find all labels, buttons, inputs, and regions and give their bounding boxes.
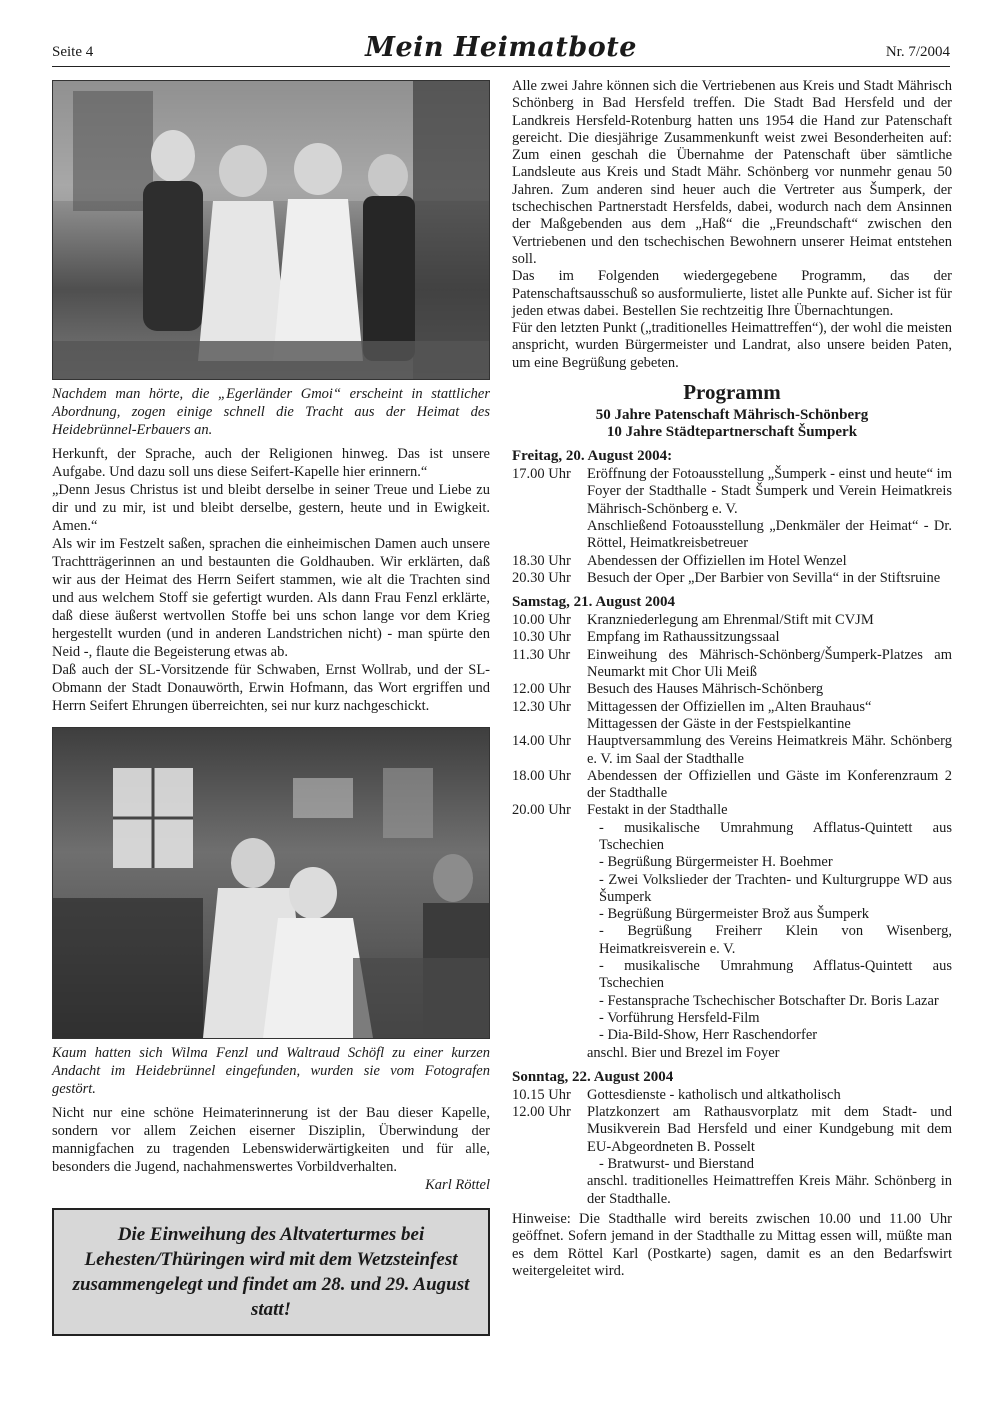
program-entry-time: [512, 1010, 587, 1027]
article-paragraph: Nicht nur eine schöne Heimaterinnerung ist der Bau dieser Kapelle, sondern vor allem Zeichen eiserner Disziplin, Überwindung der mannigfachen zu tragenden Lebenswiderwärtigkeiten und für alle, besonders die Jugend, nachahmenswertes Vorbildverhalten.: [52, 1105, 490, 1175]
program-entry: [512, 993, 952, 1010]
program-entry-text: Abendessen der Offiziellen und Gäste im Konferenzraum 2 der Stadthalle: [587, 767, 952, 802]
program-entry-text: Abendessen der Offiziellen im Hotel Wenzel: [587, 552, 847, 569]
program-entry: [512, 1027, 952, 1044]
program-entry-text: - Bratwurst- und Bierstand: [599, 1156, 755, 1173]
program-entry-time: [512, 923, 587, 958]
photo-chapel-interior: [52, 727, 490, 1039]
program-entry-time: [512, 716, 587, 733]
program-entry-time: 12.30 Uhr: [512, 698, 571, 715]
program-notes: Hinweise: Die Stadthalle wird bereits zwischen 10.00 und 11.00 Uhr geöffnet. Sofern jemand in der Stadthalle zu Mittag essen will, müßte man es dem Röttel Karl (Postkarte) sagen, damit es an den Bedarfswirt weitergeleitet wird.: [512, 1210, 952, 1279]
program-entry: [512, 1045, 952, 1062]
program-entry-text: Empfang im Rathaussitzungssaal: [587, 629, 780, 646]
program-entry-text: - Vorführung Hersfeld-Film: [599, 1009, 760, 1026]
intro-paragraph: Das im Folgenden wiedergegebene Programm, das der Patenschaftsausschuß so ausformulierte, listet alle Punkte auf. Sicher ist für jeden etwas dabei. Bestellen Sie rechtzeitig Ihre Übernachtungen.: [512, 268, 952, 319]
article-paragraph: „Denn Jesus Christus ist und bleibt derselbe in seiner Treue und Liebe zu dir und zu mir, ist und bleibt derselbe, gestern, heute und in Ewigkeit. Amen.“: [52, 482, 490, 534]
program-entry: [512, 1087, 952, 1104]
intro-text: [512, 78, 952, 372]
program-entry-text: - Begrüßung Freiherr Klein von Wisenberg, Heimatkreisverein e. V.: [599, 923, 952, 957]
program-entry: [512, 699, 952, 716]
program-day-heading: Freitag, 20. August 2004:: [512, 448, 673, 465]
photo2-caption: Kaum hatten sich Wilma Fenzl und Waltraud Schöfl zu einer kurzen Andacht im Heidebrünnel eingefunden, wurden sie vom Fotografen gestört.: [52, 1045, 490, 1097]
program-entry-time: 12.00 Uhr: [512, 1104, 571, 1121]
program-entry: [512, 1104, 952, 1156]
program-subtitle: 50 Jahre Patenschaft Mährisch-Schönberg: [595, 407, 869, 424]
program-entry: [512, 923, 952, 958]
program-entry-time: [512, 906, 587, 923]
program-entry-text: - Begrüßung Bürgermeister Brož aus Šumperk: [599, 906, 869, 923]
program-entry: [512, 518, 952, 553]
program-entry-text: - Dia-Bild-Show, Herr Raschendorfer: [599, 1027, 818, 1044]
intro-paragraph: Für den letzten Punkt („traditionelles Heimattreffen“), der wohl die meisten anspricht, wurden Bürgermeister und Landrat, also unsere beiden Paten, um eine Begrüßung gebeten.: [512, 320, 952, 371]
program-entry: [512, 570, 952, 587]
program-entry-time: 10.00 Uhr: [512, 612, 571, 629]
program-entry-text: - Festansprache Tschechischer Botschafter Dr. Boris Lazar: [599, 992, 939, 1009]
program-entry: [512, 1173, 952, 1208]
program-entry: [512, 1156, 952, 1173]
program-day-heading: Sonntag, 22. August 2004: [512, 1068, 674, 1085]
page-header: [52, 30, 950, 67]
program-entry: [512, 768, 952, 803]
program-entry-time: 14.00 Uhr: [512, 733, 571, 750]
program-entry-time: [512, 1027, 587, 1044]
program-entry: [512, 906, 952, 923]
announcement-box: Die Einweihung des Altvaterturmes bei Lehesten/Thüringen wird mit dem Wetzsteinfest zusammengelegt und findet am 28. und 29. August statt!: [52, 1208, 490, 1336]
program-entry-time: [512, 958, 587, 993]
program-entry-text: Festakt in der Stadthalle: [587, 802, 728, 819]
program-entry-time: [512, 993, 587, 1010]
program-day-heading: Samstag, 21. August 2004: [512, 594, 675, 611]
intro-paragraph: Alle zwei Jahre können sich die Vertriebenen aus Kreis und Stadt Mährisch Schönberg in Bad Hersfeld treffen. Die Stadt Bad Hersfeld und der Landkreis Hersfeld-Rotenburg hatten uns 1954 die Hand zur Patenschaft gereicht. Die diesjährige Zusammenkunft weist zwei Besonderheiten auf: Zum einen geschah die Übernahme der Patenschaft über sämtliche Landsleute aus Kreis und Stadt Mähr. Schönberg vor nunmehr genau 50 Jahren. Zum anderen sind heuer auch die Vertreter aus Šumperk, der tschechischen Partnerstadt Hersfelds, dabei, wodurch nach dem Ansinnen der Maßgebenden aus dem „Haß“ die „Freundschaft“ zwischen den Vertriebenen und den tschechischen Bewohnern unserer Heimat entstehen soll.: [512, 78, 952, 267]
program-entry-time: 20.00 Uhr: [512, 802, 571, 819]
program-entry-text: Mittagessen der Offiziellen im „Alten Brauhaus“: [587, 698, 872, 715]
program-entry-text: Einweihung des Mährisch-Schönberg/Šumperk-Platzes am Neumarkt mit Chor Uli Meiß: [587, 646, 952, 681]
program-entry-text: anschl. traditionelles Heimattreffen Kreis Mähr. Schönberg in der Stadthalle.: [587, 1173, 952, 1207]
program-entry-text: Gottesdienste - katholisch und altkatholisch: [587, 1086, 841, 1103]
program-entry: [512, 733, 952, 768]
program-entry-time: [512, 872, 587, 907]
program-entry-text: - Zwei Volkslieder der Trachten- und Kulturgruppe WD aus Šumperk: [599, 871, 952, 905]
program-entry-text: - musikalische Umrahmung Afflatus-Quintett aus Tschechien: [599, 958, 952, 992]
program-entry: [512, 466, 952, 518]
program-entry-time: [512, 1045, 587, 1062]
author-name: Karl Röttel: [425, 1177, 490, 1193]
program-entry-time: 11.30 Uhr: [512, 646, 571, 663]
program-entry-text: Besuch des Hauses Mährisch-Schönberg: [587, 681, 824, 698]
program-entry: [512, 647, 952, 682]
program-entry: [512, 872, 952, 907]
program-entry-time: 18.30 Uhr: [512, 552, 571, 569]
article-paragraph: Als wir im Festzelt saßen, sprachen die einheimischen Damen auch unsere Trachtträgerinnen an und bestaunten die Goldhauben. Wir erklärten, daß wir aus der Heimat des Herrn Seifert stammen, wie alt die Trachten sind und aus welchem Stoff sie gefertigt wurden. Als dann Frau Fenzl erklärte, daß diese äußerst wertvollen Stoffe bei uns schon lange vor dem Krieg hergestellt wurden (und in anderen Landstrichen nicht) - man spürte den Neid -, flaute die Begeisterung etwas ab.: [52, 536, 490, 660]
program-schedule: [512, 448, 952, 1208]
program-entry-text: Eröffnung der Fotoausstellung „Šumperk - einst und heute“ im Foyer der Stadthalle - Stadt Šumperk und Verein Heimatkreis Mährisch-Schönberg e. V.: [587, 466, 952, 517]
program-entry-time: [512, 1173, 587, 1208]
program-entry: [512, 802, 952, 819]
program-entry-text: Hauptversammlung des Vereins Heimatkreis Mähr. Schönberg e. V. im Saal der Stadthalle: [587, 733, 952, 767]
photo-chapel-interior-image: [53, 728, 489, 1038]
program-entry-time: 10.15 Uhr: [512, 1086, 571, 1103]
program-entry-text: Mittagessen der Gäste in der Festspielkantine: [587, 715, 851, 732]
article-paragraph: Herkunft, der Sprache, auch der Religionen hinweg. Das ist unsere Aufgabe. Und dazu soll uns diese Seifert-Kapelle hier erinnern.“: [52, 446, 490, 480]
program-entry: [512, 820, 952, 855]
article-paragraph: Daß auch der SL-Vorsitzende für Schwaben, Ernst Wollrab, und der SL-Obmann der Stadt Donauwörth, Erwin Hofmann, das Wort ergriffen und Herrn Seifert Ehrungen überreichten, sei nur kurz nachgeschickt.: [52, 662, 490, 714]
program-entry-time: 10.30 Uhr: [512, 629, 571, 646]
program-entry: [512, 629, 952, 646]
issue-number: Nr. 7/2004: [885, 44, 950, 60]
program-entry-time: [512, 854, 587, 871]
program-entry: [512, 612, 952, 629]
program-entry-text: - musikalische Umrahmung Afflatus-Quintett aus Tschechien: [599, 819, 952, 853]
program-entry-text: Kranzniederlegung am Ehrenmal/Stift mit CVJM: [587, 612, 874, 629]
program-entry: [512, 958, 952, 993]
program-entry: [512, 854, 952, 871]
program-entry-time: [512, 518, 587, 553]
photo-costume-group-image: [53, 81, 489, 379]
right-column: [512, 78, 952, 1280]
page-number: Seite 4: [52, 44, 94, 60]
program-entry-time: 20.30 Uhr: [512, 569, 571, 586]
program-entry-time: [512, 1156, 587, 1173]
program-entry-time: 12.00 Uhr: [512, 681, 571, 698]
program-entry: [512, 1010, 952, 1027]
program-subtitle: 10 Jahre Städtepartnerschaft Šumperk: [606, 424, 858, 441]
program-entry: [512, 681, 952, 698]
program-entry: [512, 553, 952, 570]
program-entry-text: Platzkonzert am Rathausvorplatz mit dem Stadt- und Musikverein Bad Hersfeld und einer Kundgebung mit dem EU-Abgeordneten B. Posselt: [587, 1104, 952, 1155]
masthead-title: Mein Heimatbote: [365, 32, 637, 63]
program-entry-time: 18.00 Uhr: [512, 767, 571, 784]
program-entry-text: Anschließend Fotoausstellung „Denkmäler der Heimat“ - Dr. Röttel, Heimatkreisbetreuer: [587, 517, 952, 552]
program-entry-text: anschl. Bier und Brezel im Foyer: [587, 1044, 780, 1061]
program-entry-time: 17.00 Uhr: [512, 466, 571, 483]
photo1-caption: Nachdem man hörte, die „Egerländer Gmoi“ erscheint in stattlicher Abordnung, zogen einige schnell die Tracht aus der Heimat des Heidebrünnel-Erbauers an.: [52, 386, 490, 438]
left-column: [52, 80, 490, 1336]
program-entry-text: - Begrüßung Bürgermeister H. Boehmer: [599, 854, 833, 871]
program-entry: [512, 716, 952, 733]
program-entry-text: Besuch der Oper „Der Barbier von Sevilla“ in der Stiftsruine: [587, 569, 941, 586]
photo-costume-group: [52, 80, 490, 380]
program-title: Programm: [683, 380, 781, 405]
program-entry-time: [512, 820, 587, 855]
